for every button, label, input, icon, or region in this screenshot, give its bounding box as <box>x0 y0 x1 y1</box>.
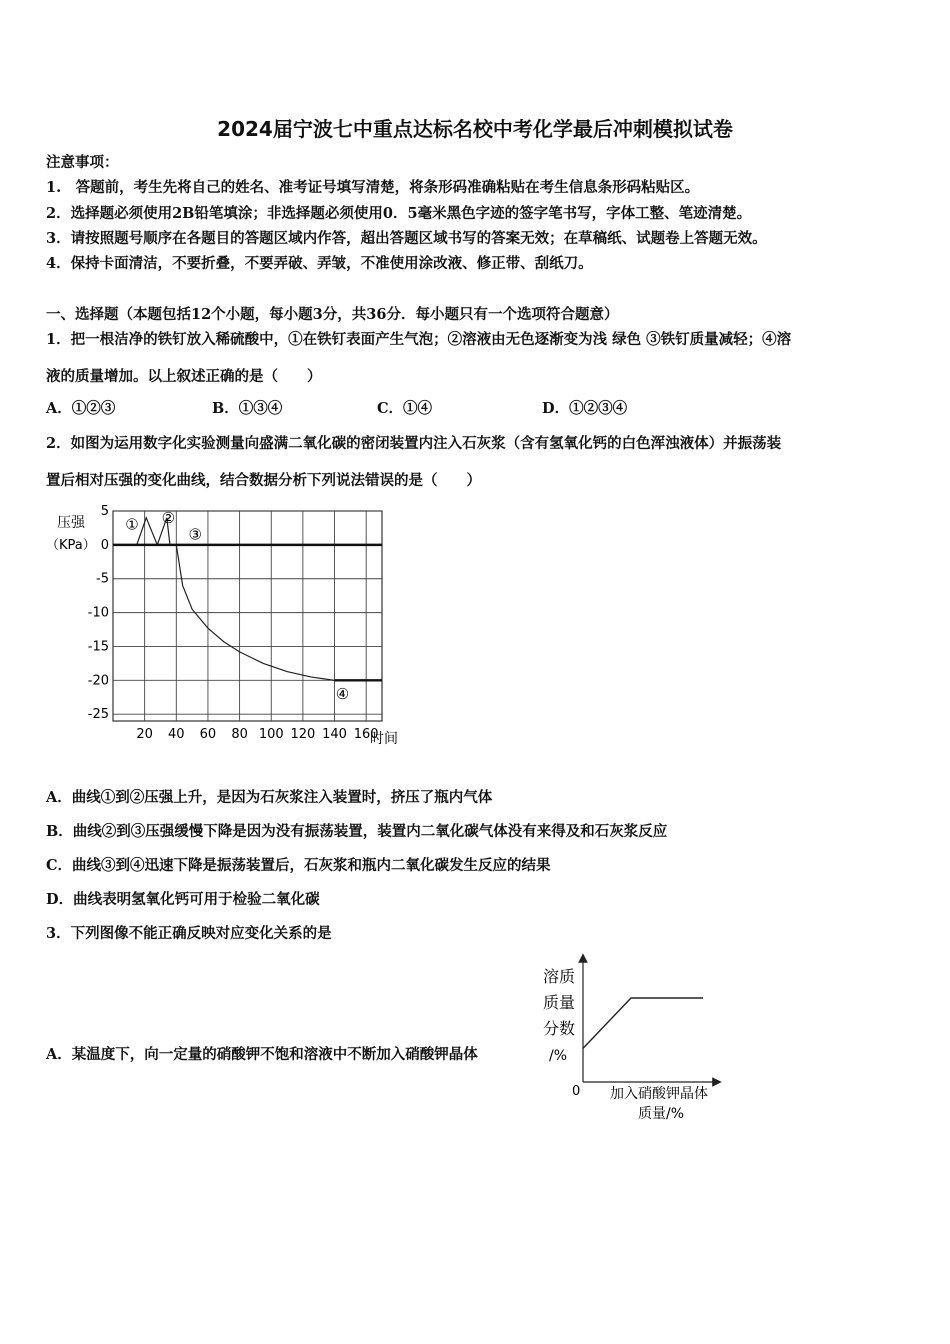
x-tick-label: 40 <box>168 727 185 742</box>
x-tick-labels <box>136 727 378 742</box>
q1-option-d: D．①②③④ <box>542 400 628 417</box>
q2-option-a: A．曲线①到②压强上升，是因为石灰浆注入装置时，挤压了瓶内气体 <box>46 789 493 806</box>
section-heading: 一、选择题（本题包括12个小题，每小题3分，共36分．每小题只有一个选项符合题意） <box>46 306 619 323</box>
page-title: 2024届宁波七中重点达标名校中考化学最后冲刺模拟试卷 <box>217 117 733 141</box>
x-tick-label: 80 <box>231 727 248 742</box>
y-axis-label: 压强（KPa） <box>46 515 96 553</box>
q1-option-c: C．①④ <box>377 400 433 417</box>
q2-option-d: D．曲线表明氢氧化钙可用于检验二氧化碳 <box>46 891 320 908</box>
origin-label: 0 <box>572 1084 581 1099</box>
pressure-curve <box>113 515 382 681</box>
q3-stem: 3．下列图像不能正确反映对应变化关系的是 <box>46 925 332 942</box>
notice-heading: 注意事项： <box>46 154 119 171</box>
notice-item: 4．保持卡面清洁，不要折叠，不要弄破、弄皱，不准使用涂改液、修正带、刮纸刀。 <box>46 255 593 272</box>
x-tick-label: 120 <box>290 727 316 742</box>
y-tick-labels <box>88 504 109 722</box>
x-tick-label: 60 <box>199 727 217 742</box>
x-axis-label: 时间 <box>370 731 398 747</box>
x-tick-label: 100 <box>258 727 284 742</box>
y-tick-label: 0 <box>100 537 109 553</box>
point-label: ④ <box>335 684 350 703</box>
y-tick-label: -25 <box>87 707 109 723</box>
y-tick-label: -20 <box>87 673 109 689</box>
y-tick-label: -15 <box>87 639 109 655</box>
x-tick-label: 140 <box>322 727 347 742</box>
curve-point-labels <box>125 509 349 703</box>
x-tick-label: 20 <box>136 727 153 742</box>
pressure-chart <box>40 500 420 760</box>
q2-option-b: B．曲线②到③压强缓慢下降是因为没有振荡装置，装置内二氧化碳气体没有来得及和石灰浆反应 <box>46 823 668 840</box>
x-axis-label <box>610 1085 708 1122</box>
q2-option-c: C．曲线③到④迅速下降是振荡装置后，石灰浆和瓶内二氧化碳发生反应的结果 <box>46 857 551 874</box>
solute-fraction-chart <box>535 950 735 1130</box>
solute-fraction-curve <box>583 998 703 1048</box>
notice-item: 1. 答题前，考生先将自己的姓名、准考证号填写清楚，将条形码准确粘贴在考生信息条形码粘贴区。 <box>46 179 700 196</box>
q3-option-a: A．某温度下，向一定量的硝酸钾不饱和溶液中不断加入硝酸钾晶体 <box>46 1046 478 1063</box>
point-label: ① <box>125 515 139 534</box>
q1-stem-line1: 1．把一根洁净的铁钉放入稀硫酸中，①在铁钉表面产生气泡；②溶液由无色逐渐变为浅 绿色 ③铁钉质量减轻；④溶 <box>46 331 792 348</box>
y-tick-label: -10 <box>87 605 109 621</box>
y-tick-label: -5 <box>96 571 109 587</box>
q1-option-b: B．①③④ <box>212 400 283 417</box>
y-axis-label <box>543 967 575 1064</box>
q2-stem-line2: 置后相对压强的变化曲线，结合数据分析下列说法错误的是（ ） <box>46 472 481 489</box>
notice-item: 3．请按照题号顺序在各题目的答题区域内作答，超出答题区域书写的答案无效；在草稿纸、试题卷上答题无效。 <box>46 230 767 247</box>
q2-stem-line1: 2．如图为运用数字化实验测量向盛满二氧化碳的密闭装置内注入石灰浆（含有氢氧化钙的白色浑浊液体）并振荡装 <box>46 435 782 452</box>
point-label: ③ <box>188 525 203 544</box>
point-label: ② <box>161 508 176 527</box>
q1-stem-line2: 液的质量增加。以上叙述正确的是（ ） <box>46 368 322 385</box>
x-tick-label: 160 <box>353 727 379 742</box>
notice-item: 2．选择题必须使用2B铅笔填涂；非选择题必须使用0．5毫米黑色字迹的签字笔书写，字体工整、笔迹清楚。 <box>46 205 752 222</box>
y-tick-label: 5 <box>100 504 109 519</box>
q1-option-a: A．①②③ <box>46 400 116 417</box>
svg-text:溶质质量分数/%: 溶质质量分数/% <box>543 967 576 1064</box>
svg-text:加入硝酸钾晶体质量/%: 加入硝酸钾晶体质量/% <box>610 1086 708 1122</box>
